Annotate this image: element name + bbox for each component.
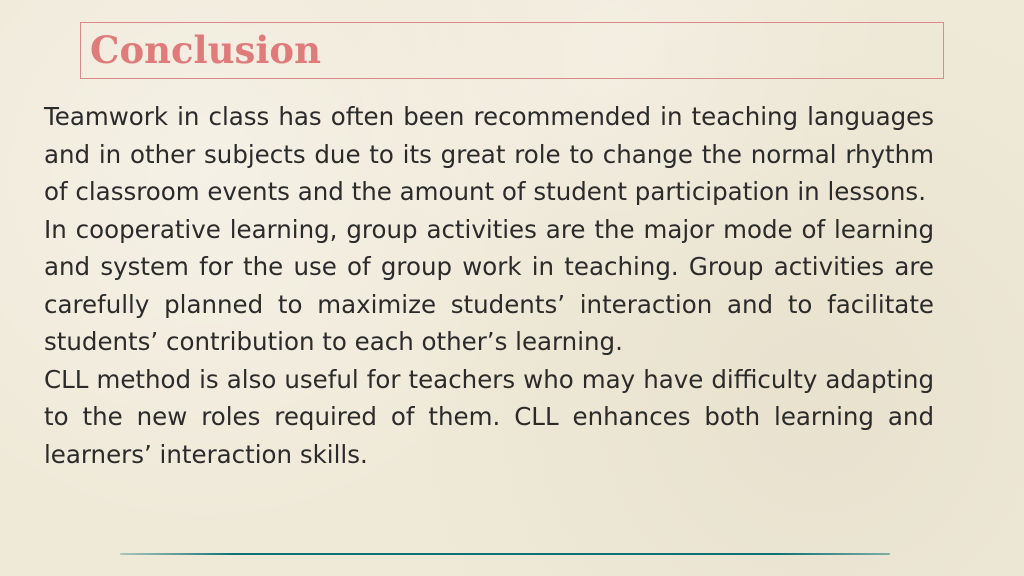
- slide-title: Conclusion: [90, 28, 321, 72]
- paragraph-cll-method: CLL method is also useful for teachers who may have difficulty adapting to the new roles required of them. CLL enhances both learning and learners’ interaction skills.: [44, 364, 934, 469]
- paragraph-teamwork: Teamwork in class has often been recommended in teaching languages and in other subjects due to its great role to change the normal rhythm of classroom events and the amount of student participation in lessons.: [44, 102, 934, 206]
- decorative-underline: [120, 553, 890, 555]
- title-box: [80, 22, 944, 79]
- body-text: [44, 98, 934, 473]
- paragraph-cooperative-learning: In cooperative learning, group activities are the major mode of learning and system for the use of group work in teaching. Group activities are carefully planned to maximize students’ interaction and to facilitate students’ contribution to each other’s learning.: [44, 214, 934, 356]
